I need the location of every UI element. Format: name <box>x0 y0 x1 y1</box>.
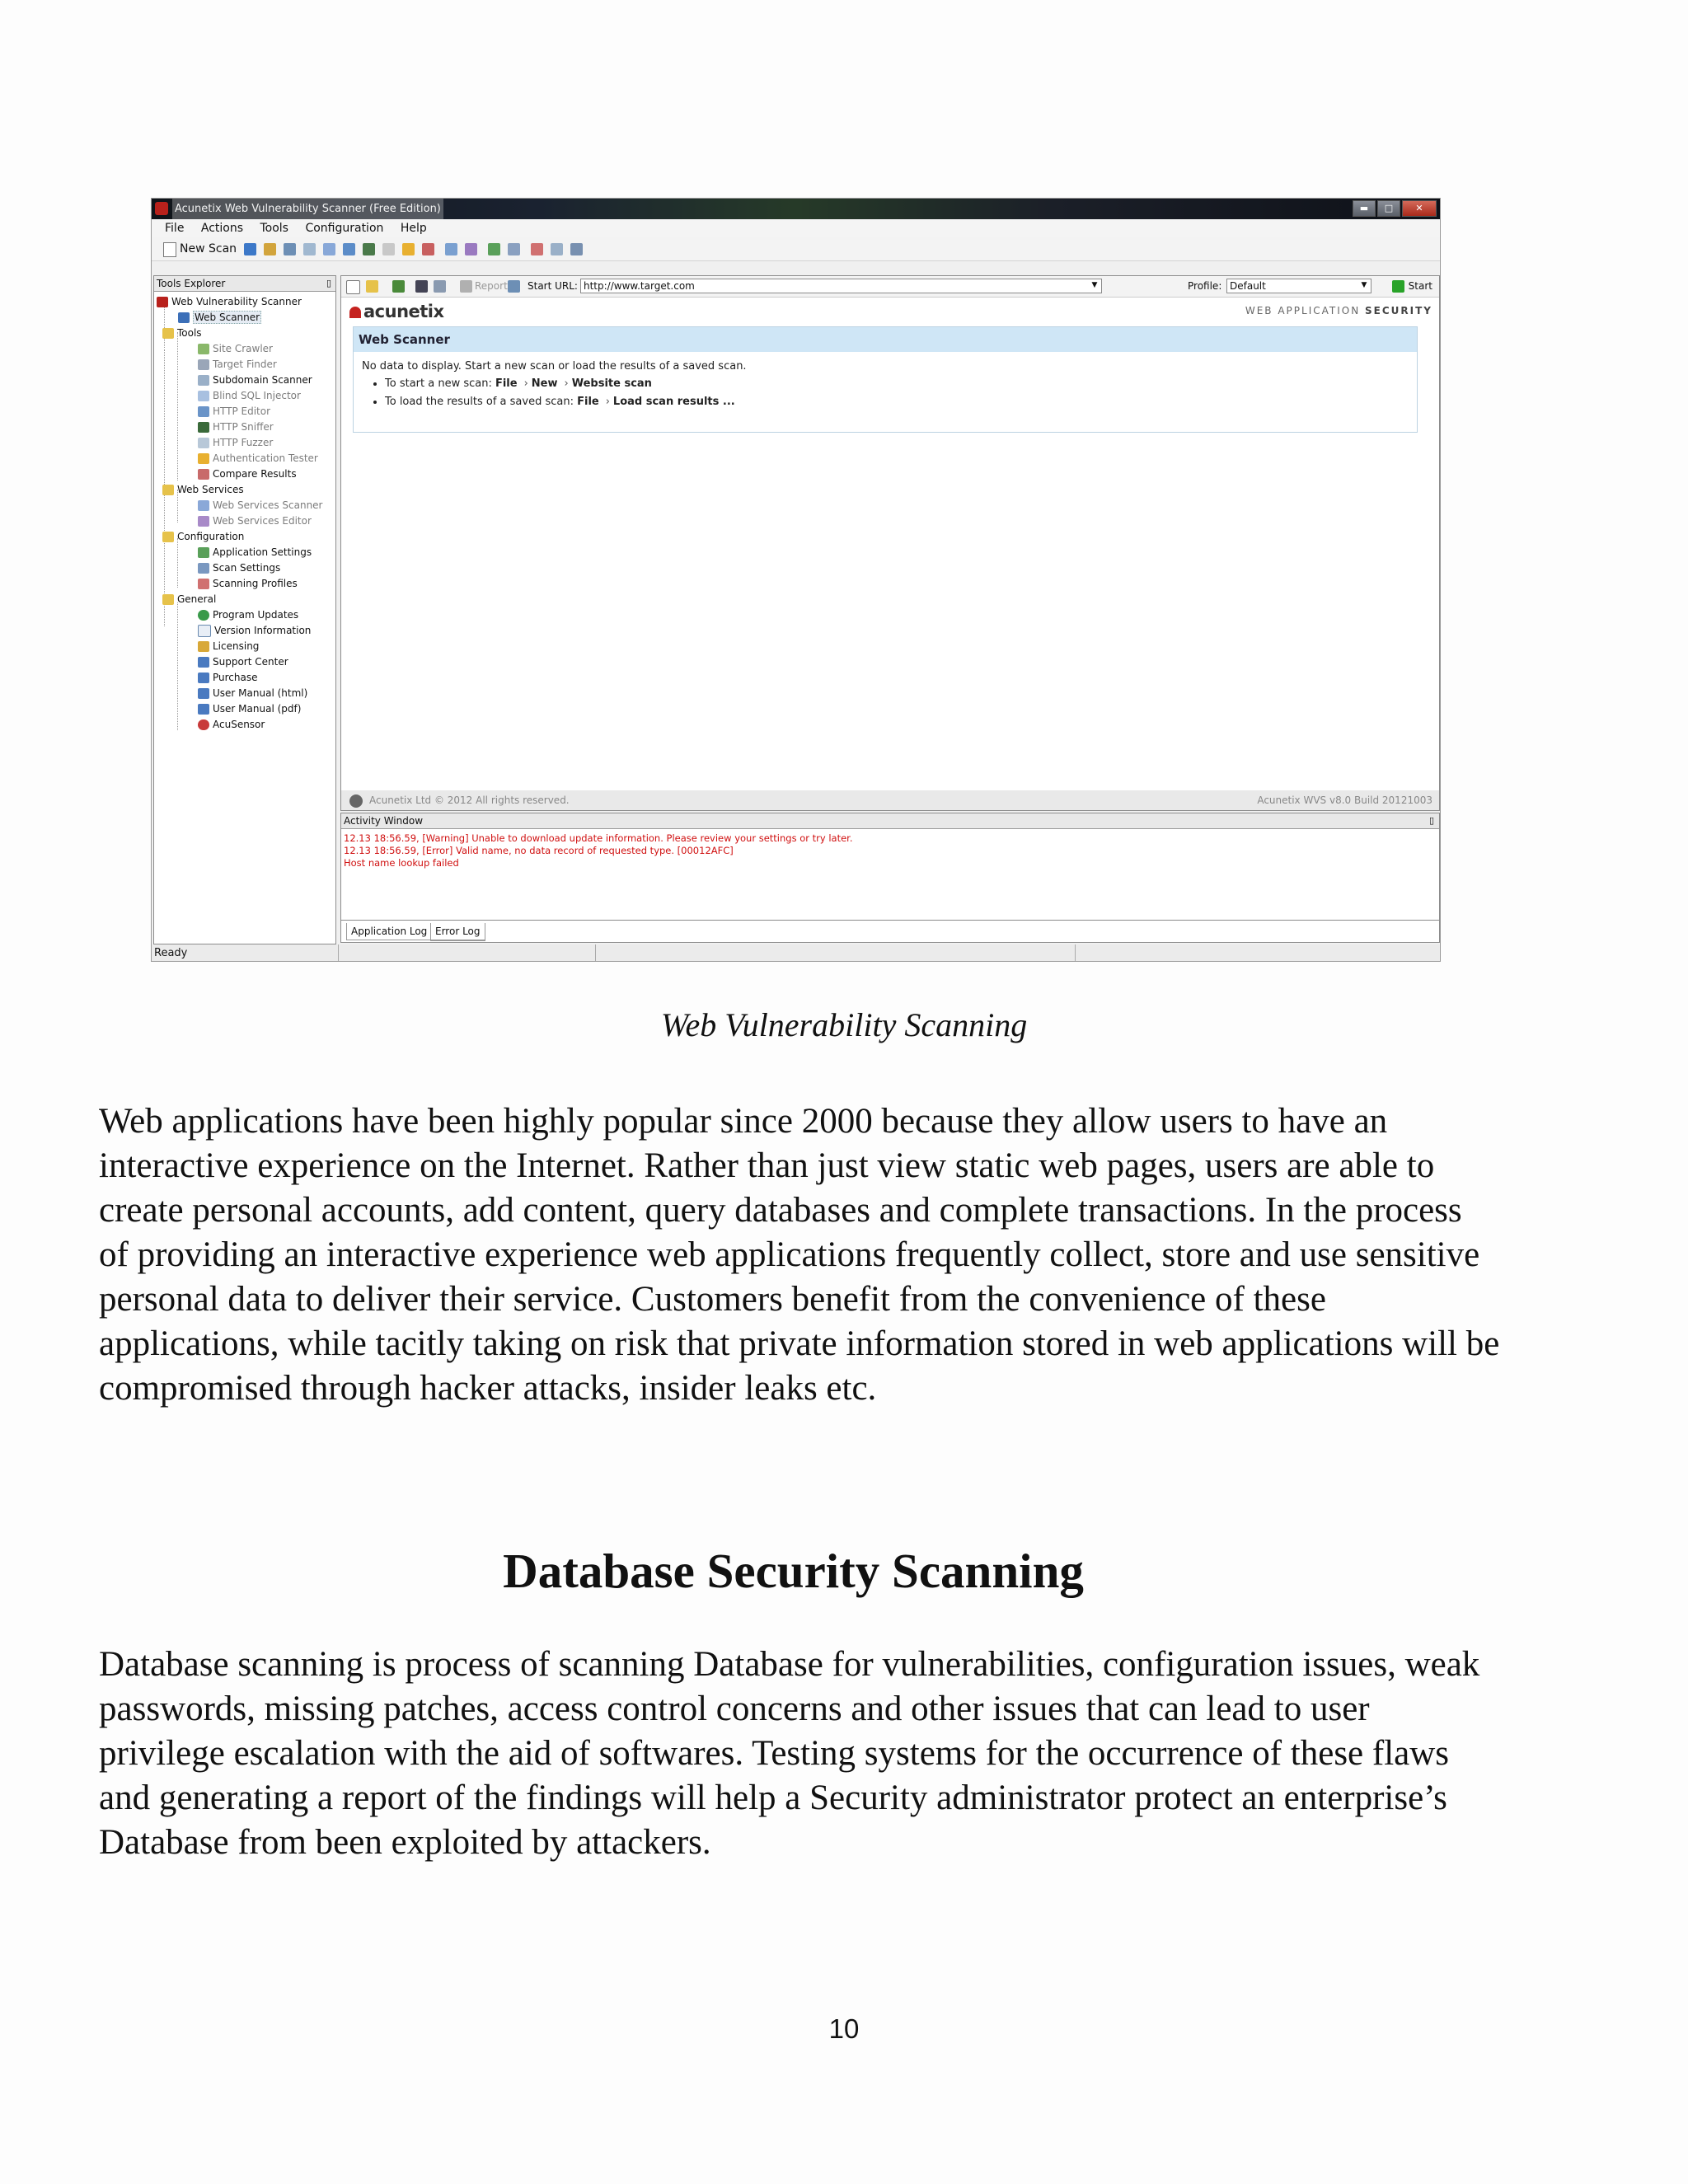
open-folder-icon[interactable] <box>366 280 378 293</box>
sql-icon <box>198 391 209 401</box>
brand-tagline: WEB APPLICATION SECURITY <box>1245 305 1432 316</box>
tree-item-compare-results[interactable]: Compare Results <box>198 466 297 482</box>
tree-item-tools[interactable]: Tools <box>162 326 202 341</box>
scan-settings-icon <box>198 563 209 574</box>
instruction-load-results: • To load the results of a saved scan: File › Load scan results ... <box>385 396 1409 408</box>
instruction-new-scan: • To start a new scan: File › New › Website scan <box>385 377 1409 390</box>
close-button[interactable]: ✕ <box>1402 200 1437 217</box>
chevron-down-icon[interactable]: ▼ <box>1091 281 1098 289</box>
tree-item-web-services[interactable]: Web Services <box>162 482 244 498</box>
menu-tools[interactable]: Tools <box>260 222 288 235</box>
profiles-icon <box>198 579 209 589</box>
start-url-label: Start URL: <box>528 280 578 292</box>
main-toolbar <box>152 237 1440 261</box>
paragraph-web-applications: Web applications have been highly popular since 2000 because they allow users to have an interactive experience on the Internet. Rather than just view static web pages, users are able to create personal accounts, add content, query databases and complete transactions. In the process of providing an interactive experience web applications frequently collect, store and use sensitive personal data to deliver their service. Customers benefit from the convenience of these applications, while tacitly taking on risk that private information stored in web applications will be compromised through hacker attacks, insider leaks etc. <box>99 1102 1500 1408</box>
search-icon[interactable] <box>508 280 520 293</box>
status-bar <box>152 944 1440 962</box>
tree-item-web-scanner[interactable]: Web Scanner <box>178 310 261 326</box>
profile-label: Profile: <box>1188 280 1222 292</box>
main-pane <box>340 275 1440 811</box>
compare-icon[interactable] <box>422 243 434 255</box>
brand-row <box>341 297 1439 321</box>
new-document-icon[interactable] <box>346 280 360 294</box>
window-titlebar <box>152 199 1440 219</box>
settings-icon <box>198 547 209 558</box>
menu-bar <box>152 219 1440 237</box>
report-icon <box>460 280 472 293</box>
folder-icon <box>162 594 174 605</box>
activity-log <box>341 829 1439 921</box>
ws-scanner-icon[interactable] <box>445 243 457 255</box>
section-heading: Database Security Scanning <box>503 1544 1084 1598</box>
tree-item-application-settings[interactable]: Application Settings <box>198 545 312 560</box>
folder-icon <box>162 532 174 542</box>
tree-item-http-fuzzer[interactable]: HTTP Fuzzer <box>198 435 273 451</box>
tools-explorer-title: Tools Explorer <box>157 278 226 289</box>
empty-message: No data to display. Start a new scan or load the results of a saved scan. <box>362 360 747 373</box>
sniffer-icon <box>198 422 209 433</box>
log-line: Host name lookup failed <box>344 857 459 869</box>
auth-icon[interactable] <box>402 243 415 255</box>
scanner-icon <box>157 297 168 307</box>
sql-icon[interactable] <box>323 243 335 255</box>
subdomain-icon[interactable] <box>303 243 316 255</box>
target-icon[interactable] <box>264 243 276 255</box>
log-line: 12.13 18:56.59, [Error] Valid name, no data record of requested type. [00012AFC] <box>344 845 734 856</box>
tools-explorer <box>153 275 336 944</box>
tree-item-authentication-tester[interactable]: Authentication Tester <box>198 451 318 466</box>
tree-item-user-manual-html[interactable]: User Manual (html) <box>198 686 307 701</box>
help-icon <box>198 704 209 715</box>
menu-help[interactable]: Help <box>400 222 427 235</box>
maximize-button[interactable]: □ <box>1377 200 1400 217</box>
ws-editor-icon[interactable] <box>465 243 477 255</box>
fuzzer-icon[interactable] <box>382 243 395 255</box>
menu-file[interactable]: File <box>165 222 185 235</box>
settings-icon[interactable] <box>488 243 500 255</box>
url-toolbar <box>341 276 1439 298</box>
plugin-icon[interactable] <box>392 280 405 293</box>
editor-icon[interactable] <box>343 243 355 255</box>
fuzzer-icon <box>198 438 209 448</box>
activity-window-title: Activity Window <box>344 815 424 827</box>
help-icon <box>198 673 209 683</box>
ws-scanner-icon <box>198 500 209 511</box>
save-icon[interactable] <box>415 280 428 293</box>
tree-item-licensing[interactable]: Licensing <box>198 639 259 654</box>
target-icon <box>198 359 209 370</box>
crawler-icon[interactable] <box>244 243 256 255</box>
figure-caption: Web Vulnerability Scanning <box>660 1006 1028 1043</box>
tree-item-target-finder[interactable]: Target Finder <box>198 357 277 373</box>
sniffer-icon[interactable] <box>363 243 375 255</box>
folder-icon <box>162 485 174 495</box>
window-title: Acunetix Web Vulnerability Scanner (Free Edition) <box>172 199 443 219</box>
acunetix-app-icon <box>155 202 168 215</box>
page-number: 10 <box>828 2013 860 2044</box>
help-icon <box>198 688 209 699</box>
web-scanner-icon <box>178 312 190 323</box>
chevron-down-icon[interactable]: ▼ <box>1361 281 1367 289</box>
menu-actions[interactable]: Actions <box>200 222 244 235</box>
tree-item-support-center[interactable]: Support Center <box>198 654 288 670</box>
copyright-text: Acunetix Ltd © 2012 All rights reserved. <box>349 790 570 810</box>
acunetix-mark-icon <box>349 307 361 318</box>
key-icon <box>198 641 209 652</box>
tree-item-web-vulnerability-scanner[interactable]: Web Vulnerability Scanner <box>157 294 302 310</box>
web-scanner-panel <box>353 326 1418 433</box>
pin-icon[interactable]: ▯ <box>326 278 331 288</box>
tree-item-scan-settings[interactable]: Scan Settings <box>198 560 280 576</box>
status-text: Ready <box>154 947 188 959</box>
new-scan-button[interactable]: New Scan <box>162 241 237 257</box>
tree-item-web-services-editor[interactable]: Web Services Editor <box>198 513 312 529</box>
tree-item-site-crawler[interactable]: Site Crawler <box>198 341 273 357</box>
build-text: Acunetix WVS v8.0 Build 20121003 <box>1257 794 1432 806</box>
help-icon <box>198 657 209 668</box>
auth-icon <box>198 453 209 464</box>
activity-window <box>340 813 1440 943</box>
tree-item-version-information[interactable]: Version Information <box>198 623 311 639</box>
reporter-icon[interactable] <box>570 243 583 255</box>
subdomain-icon <box>198 375 209 386</box>
crawler-icon <box>198 344 209 354</box>
tree-item-general[interactable]: General <box>162 592 216 607</box>
tree-item-subdomain-scanner[interactable]: Subdomain Scanner <box>198 373 312 388</box>
sensor-icon <box>198 719 209 730</box>
acunetix-screenshot <box>151 198 1441 962</box>
log-line: 12.13 18:56.59, [Warning] Unable to download update information. Please review your settings or try later. <box>344 832 853 844</box>
report-button[interactable]: Report <box>475 280 508 292</box>
tree-item-scanning-profiles[interactable]: Scanning Profiles <box>198 576 298 592</box>
tree-item-http-sniffer[interactable]: HTTP Sniffer <box>198 419 274 435</box>
tab-application-log[interactable]: Application Log <box>346 923 432 940</box>
start-url-input[interactable]: http://www.target.com ▼ <box>580 279 1102 293</box>
paragraph-database-scanning: Database scanning is process of scanning Database for vulnerabilities, configuration issues, weak passwords, missing patches, access control concerns and other issues that can lead to user privilege escalation with the aid of softwares. Testing systems for the occurrence of these flaws and generating a report of the findings will help a Security administrator protect an enterprise’s Database from been exploited by attackers. <box>99 1645 1480 1862</box>
compare-icon <box>198 469 209 480</box>
tab-error-log[interactable]: Error Log <box>430 923 485 941</box>
tree-item-configuration[interactable]: Configuration <box>162 529 244 545</box>
tree-item-blind-sql-injector[interactable]: Blind SQL Injector <box>198 388 301 404</box>
acunetix-logo: acunetix <box>349 302 444 321</box>
profile-select[interactable]: Default ▼ <box>1226 279 1372 293</box>
globe-icon <box>198 610 209 621</box>
folder-icon <box>162 328 174 339</box>
scheduler-icon[interactable] <box>551 243 563 255</box>
minimize-button[interactable]: ▬ <box>1353 200 1376 217</box>
tree-item-web-services-scanner[interactable]: Web Services Scanner <box>198 498 323 513</box>
editor-icon <box>198 406 209 417</box>
start-button[interactable]: Start <box>1392 276 1432 297</box>
tree-item-program-updates[interactable]: Program Updates <box>198 607 298 623</box>
ws-editor-icon <box>198 516 209 527</box>
profiles-icon[interactable] <box>531 243 543 255</box>
tree-item-http-editor[interactable]: HTTP Editor <box>198 404 270 419</box>
search-icon[interactable] <box>284 243 296 255</box>
tree-item-acusensor[interactable]: AcuSensor <box>198 717 265 733</box>
tree-item-user-manual-pdf[interactable]: User Manual (pdf) <box>198 701 301 717</box>
export-icon[interactable] <box>434 280 446 293</box>
scan-settings-icon[interactable] <box>508 243 520 255</box>
web-scanner-title: Web Scanner <box>354 327 1417 352</box>
info-icon <box>198 625 211 637</box>
tree-item-purchase[interactable]: Purchase <box>198 670 258 686</box>
pane-footer <box>341 790 1439 810</box>
menu-configuration[interactable]: Configuration <box>305 222 384 235</box>
pin-icon[interactable]: ▯ <box>1428 815 1434 826</box>
